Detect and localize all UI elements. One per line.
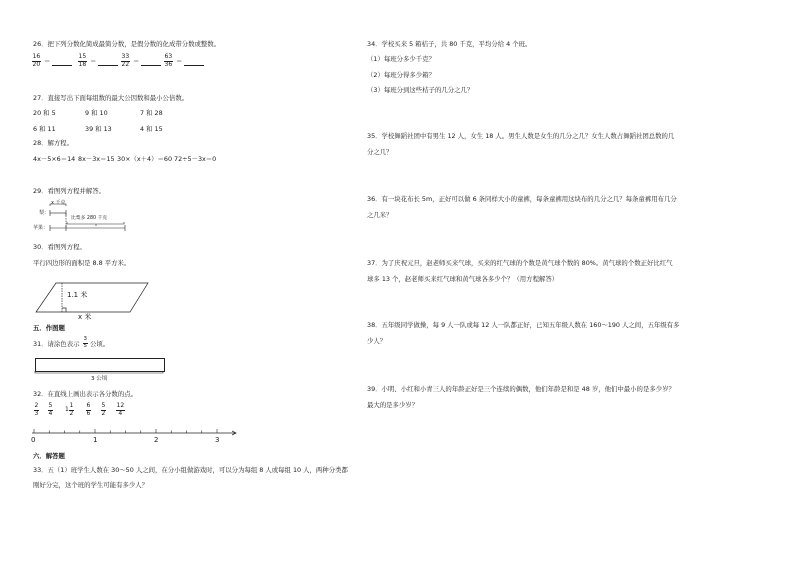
q26-fraction-3: $\frac{33}{22}$: [121, 53, 130, 68]
q28-equation: 30×（x＋4）＝60: [117, 155, 173, 163]
number-line-label-1: 1: [93, 436, 98, 444]
question-30: 30．看图列方程。: [33, 243, 86, 251]
question-36-line-2: 之几米？: [367, 211, 393, 219]
q27-pair: 9 和 10: [85, 109, 108, 117]
q27-pair: 4 和 15: [140, 125, 163, 133]
q29-x-label: x 千克: [51, 200, 66, 206]
q32-fraction: $\frac{6}{6}$: [86, 402, 91, 417]
q30-height-label: 1.1 米: [67, 291, 88, 299]
q30-description: 平行四边形的面积是 8.8 平方米。: [33, 259, 131, 267]
q26-fraction-2: $\frac{15}{18}$: [78, 53, 87, 68]
question-38-line-2: 少人？: [367, 337, 387, 345]
equals-sign: ＝: [176, 57, 183, 65]
q32-fraction: $\frac{2}{3}$: [34, 402, 39, 417]
q32-fraction: $\frac{5}{4}$: [48, 402, 53, 417]
equals-sign: ＝: [90, 57, 97, 65]
number-line-label-2: 2: [154, 436, 159, 444]
question-28: 28．解方程。: [33, 139, 74, 147]
q31-bar-label: 3 公顷: [91, 376, 108, 382]
question-27: 27．直接写出下面每组数的最大公因数和最小公倍数。: [33, 94, 189, 102]
section-5-heading: 五．作图题: [33, 324, 65, 332]
question-37-line-2: 球多 13 个，赵老师买来红气球和黄气球各多少个？（用方程解答）: [367, 275, 559, 283]
question-35-line-1: 35．学校舞蹈社团中有男生 12 人，女生 18 人。男生人数是女生的几分之几？女生人数占舞蹈社团总数的几: [367, 132, 675, 140]
q27-pair: 20 和 5: [33, 109, 56, 117]
q26-fraction-4: $\frac{63}{36}$: [164, 53, 173, 68]
q28-equation: 8x－3x＝15: [78, 155, 115, 163]
question-34: 34．学校买来 5 箱桔子，共 80 千克，平均分给 4 个班。: [367, 40, 532, 48]
q30-base-label: x 米: [78, 313, 92, 321]
number-line-label-3: 3: [215, 436, 220, 444]
question-31: 31．请涂色表示: [33, 340, 80, 348]
q28-equation: 72÷5－3x＝0: [174, 155, 217, 163]
question-29: 29．看图列方程并解答。: [33, 187, 106, 195]
question-39-line-1: 39．小明、小红和小青三人的年龄正好是三个连续的偶数，他们年龄是和是 48 岁，他们中最小的是多少岁？: [367, 385, 675, 393]
question-35-line-2: 分之几？: [367, 148, 393, 156]
equals-sign: ＝: [44, 57, 51, 65]
question-26: 26．把下列分数化简成最简分数，是假分数的化成带分数或整数。: [33, 40, 221, 48]
q32-fraction: $\frac{1}{2}$: [69, 402, 74, 417]
q32-fraction: $\frac{5}{2}$: [101, 402, 106, 417]
q27-pair: 39 和 13: [85, 125, 112, 133]
question-34-part-1: （1）每班分多少千克？: [367, 55, 435, 63]
q26-fraction-1: $\frac{16}{20}$: [32, 53, 41, 68]
question-34-part-2: （2）每班分得多少箱？: [367, 71, 435, 79]
q27-pair: 7 和 28: [140, 109, 163, 117]
q29-pear-label: 梨：: [39, 210, 50, 216]
q29-apple-label: 苹果：: [33, 225, 49, 231]
section-6-heading: 六．解答题: [33, 452, 65, 460]
question-34-part-3: （3）每班分到这些桔子的几分之几？: [367, 86, 474, 94]
equals-sign: ＝: [133, 57, 140, 65]
q28-equation: 4x－5×6＝14: [33, 155, 76, 163]
q31-fraction: $\frac{3}{5}$: [83, 336, 87, 349]
question-33-line-2: 刚好分完，这个班的学生可能有多少人？: [33, 481, 149, 489]
question-39-line-2: 最大的是多少岁？: [367, 401, 419, 409]
q27-pair: 6 和 11: [33, 125, 56, 133]
q32-fraction: $\frac{12}{4}$: [116, 402, 125, 417]
q32-whole-part: 1: [65, 406, 69, 413]
question-38-line-1: 38．五年级同学做操，每 9 人一队或每 12 人一队都正好，已知五年级人数在 160～190 人之间，五年级有多: [367, 321, 680, 329]
number-line-label-0: 0: [31, 436, 36, 444]
q29-difference-label: 比梨多 280 千克: [71, 216, 108, 221]
question-37-line-1: 37．为了庆祝元旦，赵老师买来气球，买来的红气球的个数是黄气球个数的 80%。黄气球的个数正好比红气: [367, 259, 673, 267]
question-33-line-1: 33．五（1）班学生人数在 30～50 人之间，在分小组做游戏时，可以分为每组 8 人或每组 10 人，两种分类都: [33, 466, 348, 474]
q31-unit: 公顷。: [90, 340, 110, 348]
question-36-line-1: 36．有一块花布长 5m，正好可以做 6 条同样大小的童裤，每条童裤用这块布的几分之几？每条童裤用布几分: [367, 195, 677, 203]
question-32: 32．在直线上画出表示各分数的点。: [33, 390, 137, 398]
